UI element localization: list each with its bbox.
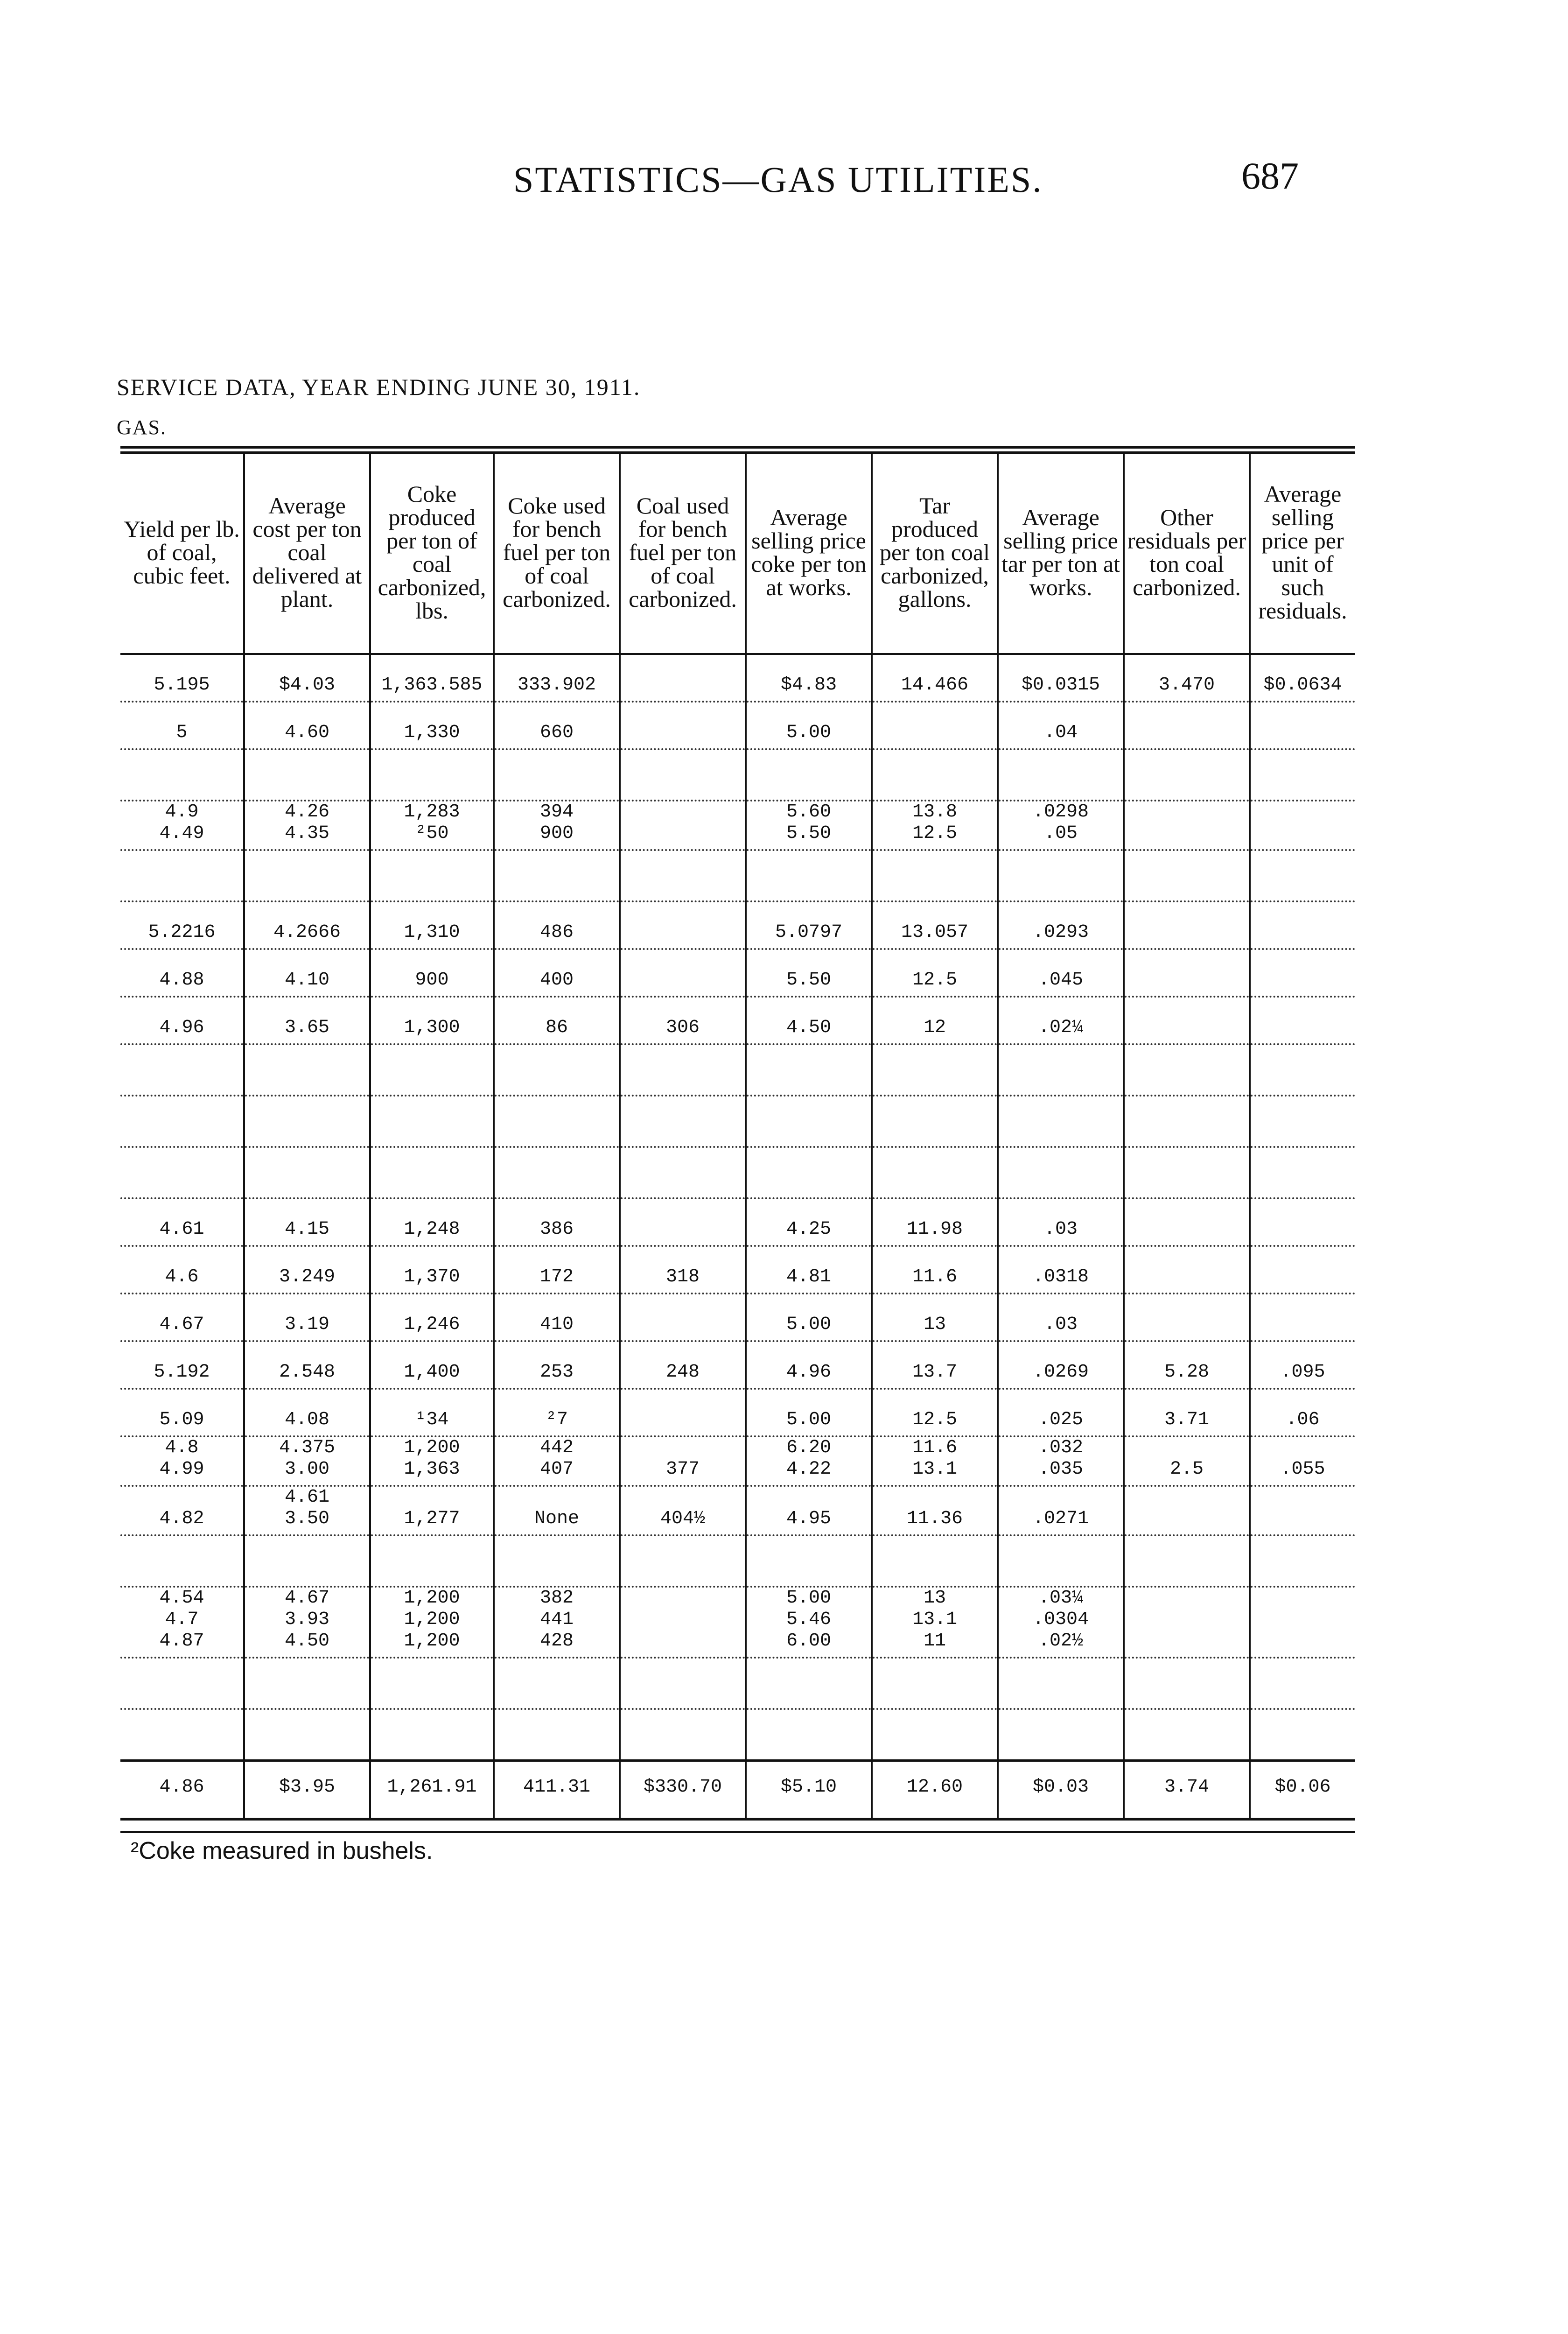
table-cell	[494, 1096, 620, 1147]
table-cell: 3.65	[244, 997, 370, 1044]
table-cell	[370, 1147, 494, 1198]
table-cell: 4.96	[120, 997, 244, 1044]
table-cell	[1124, 1709, 1250, 1761]
table-cell	[1124, 901, 1250, 949]
table-cell	[746, 1658, 872, 1709]
table-cell	[746, 1709, 872, 1761]
table-cell	[1250, 1246, 1355, 1294]
table-cell	[244, 850, 370, 901]
table-row	[120, 1389, 1355, 1436]
table-cell	[244, 749, 370, 801]
table-cell	[494, 850, 620, 901]
table-cell	[746, 1044, 872, 1096]
table-cell	[494, 1147, 620, 1198]
table-row	[120, 1709, 1355, 1761]
table-cell: 4.8 4.99	[120, 1436, 244, 1486]
table-cell: 13.057	[872, 901, 998, 949]
table-cell	[244, 1535, 370, 1587]
table-cell: 12	[872, 997, 998, 1044]
table-cell: 4.67	[120, 1294, 244, 1341]
total-cell: $330.70	[620, 1761, 746, 1820]
table-cell	[1250, 1587, 1355, 1658]
table-cell	[620, 749, 746, 801]
table-cell	[1250, 1096, 1355, 1147]
table-cell: .025	[998, 1389, 1124, 1436]
table-cell: 4.26 4.35	[244, 801, 370, 850]
table-cell	[1124, 1535, 1250, 1587]
table-cell	[620, 949, 746, 997]
table-cell: 4.67 3.93 4.50	[244, 1587, 370, 1658]
table-cell	[872, 1096, 998, 1147]
table-row	[120, 1587, 1355, 1658]
table-cell	[370, 1709, 494, 1761]
table-row	[120, 949, 1355, 997]
table-row	[120, 702, 1355, 749]
bottom-rule	[120, 1831, 1355, 1833]
table-cell: 4.6	[120, 1246, 244, 1294]
table-cell: $0.0634	[1250, 654, 1355, 702]
table-row	[120, 850, 1355, 901]
table-cell: 4.08	[244, 1389, 370, 1436]
column-header: Average cost per ton coal delivered at plant.	[244, 454, 370, 654]
table-cell	[998, 1096, 1124, 1147]
table-cell: 4.15	[244, 1198, 370, 1246]
table-cell: 306	[620, 997, 746, 1044]
table-cell	[1250, 997, 1355, 1044]
total-cell: 4.86	[120, 1761, 244, 1820]
table-cell: 4.25	[746, 1198, 872, 1246]
table-row	[120, 654, 1355, 702]
table-cell	[746, 850, 872, 901]
table-cell	[1124, 997, 1250, 1044]
table-cell: 333.902	[494, 654, 620, 702]
table-cell	[244, 1096, 370, 1147]
table-row	[120, 1658, 1355, 1709]
table-cell	[872, 702, 998, 749]
total-cell: $5.10	[746, 1761, 872, 1820]
table-cell	[620, 702, 746, 749]
table-cell: 5.00	[746, 1389, 872, 1436]
table-cell	[370, 1096, 494, 1147]
table-row	[120, 1198, 1355, 1246]
table-cell: 486	[494, 901, 620, 949]
table-cell: 4.10	[244, 949, 370, 997]
table-cell: 2.548	[244, 1341, 370, 1389]
table-cell	[1250, 901, 1355, 949]
table-cell	[872, 1044, 998, 1096]
table-cell	[872, 1658, 998, 1709]
table-cell: .0271	[998, 1486, 1124, 1535]
column-header: Yield per lb. of coal, cubic feet.	[120, 454, 244, 654]
table-cell: 1,200 1,200 1,200	[370, 1587, 494, 1658]
table-cell: 4.95	[746, 1486, 872, 1535]
table-cell: 248	[620, 1341, 746, 1389]
table-cell: 12.5	[872, 1389, 998, 1436]
table-cell: .0269	[998, 1341, 1124, 1389]
table-cell: 382 441 428	[494, 1587, 620, 1658]
table-cell: $4.03	[244, 654, 370, 702]
table-cell	[998, 749, 1124, 801]
table-cell: 6.20 4.22	[746, 1436, 872, 1486]
table-cell	[1250, 1294, 1355, 1341]
table-cell: 5.192	[120, 1341, 244, 1389]
table-cell: 11.98	[872, 1198, 998, 1246]
table-cell	[998, 850, 1124, 901]
table-cell: 377	[620, 1436, 746, 1486]
table-cell	[620, 1294, 746, 1341]
table-cell	[494, 749, 620, 801]
header-row	[120, 454, 1355, 654]
table-cell: 12.5	[872, 949, 998, 997]
table-cell	[1124, 1486, 1250, 1535]
table-cell	[998, 1658, 1124, 1709]
table-cell: 4.61 3.50	[244, 1486, 370, 1535]
table-cell: 386	[494, 1198, 620, 1246]
table-cell: 5.00	[746, 702, 872, 749]
table-cell	[244, 1044, 370, 1096]
table-cell: 1,248	[370, 1198, 494, 1246]
table-cell: 5.2216	[120, 901, 244, 949]
table-cell	[1124, 1198, 1250, 1246]
table-cell: 4.81	[746, 1246, 872, 1294]
table-row	[120, 1147, 1355, 1198]
table-cell	[244, 1658, 370, 1709]
table-cell: .03	[998, 1198, 1124, 1246]
table-cell: 1,200 1,363	[370, 1436, 494, 1486]
column-header: Other residuals per ton coal carbonized.	[1124, 454, 1250, 654]
table-cell	[1124, 1587, 1250, 1658]
table-cell: 404½	[620, 1486, 746, 1535]
table-cell	[370, 1658, 494, 1709]
table-row	[120, 901, 1355, 949]
table-cell	[998, 1535, 1124, 1587]
table-cell: .055	[1250, 1436, 1355, 1486]
table-cell	[1124, 1044, 1250, 1096]
table-cell	[746, 1096, 872, 1147]
totals-row	[120, 1761, 1355, 1820]
table-cell: 1,400	[370, 1341, 494, 1389]
table-cell	[620, 901, 746, 949]
table-cell	[494, 1658, 620, 1709]
table-cell	[998, 1147, 1124, 1198]
table-cell	[1250, 801, 1355, 850]
table-cell: 11.6 13.1	[872, 1436, 998, 1486]
table-cell: 5.50	[746, 949, 872, 997]
table-cell	[1250, 1147, 1355, 1198]
table-cell	[1124, 850, 1250, 901]
table-cell	[120, 749, 244, 801]
table-cell: 3.470	[1124, 654, 1250, 702]
table-cell	[1124, 1096, 1250, 1147]
table-cell: 5.00 5.46 6.00	[746, 1587, 872, 1658]
table-cell: 4.61	[120, 1198, 244, 1246]
table-cell	[746, 1535, 872, 1587]
table-cell: 1,277	[370, 1486, 494, 1535]
table-cell	[872, 1709, 998, 1761]
column-header: Average selling price coke per ton at works.	[746, 454, 872, 654]
table-cell: 442 407	[494, 1436, 620, 1486]
table-cell	[872, 1535, 998, 1587]
table-cell: None	[494, 1486, 620, 1535]
total-cell: $0.03	[998, 1761, 1124, 1820]
table-cell: 11.6	[872, 1246, 998, 1294]
table-cell	[1124, 702, 1250, 749]
table-cell: 1,246	[370, 1294, 494, 1341]
table-cell	[370, 749, 494, 801]
table-cell: 1,283 ²50	[370, 801, 494, 850]
table-cell	[1124, 1294, 1250, 1341]
table-row	[120, 749, 1355, 801]
table-cell	[494, 1044, 620, 1096]
table-cell: 4.375 3.00	[244, 1436, 370, 1486]
table-cell: 660	[494, 702, 620, 749]
table-cell	[746, 749, 872, 801]
table-cell	[1124, 749, 1250, 801]
top-rule	[120, 446, 1355, 454]
table-row	[120, 1535, 1355, 1587]
table-cell	[120, 1658, 244, 1709]
table-row	[120, 1486, 1355, 1535]
table-row	[120, 1096, 1355, 1147]
table-cell: 4.96	[746, 1341, 872, 1389]
table-cell: 4.2666	[244, 901, 370, 949]
table-cell: 253	[494, 1341, 620, 1389]
column-header: Coal used for bench fuel per ton of coal carbonized.	[620, 454, 746, 654]
table-cell	[1250, 1535, 1355, 1587]
table-cell: $4.83	[746, 654, 872, 702]
table-body	[120, 654, 1355, 1761]
table-cell	[244, 1147, 370, 1198]
table-cell: 1,310	[370, 901, 494, 949]
total-cell: 3.74	[1124, 1761, 1250, 1820]
table-cell	[998, 1044, 1124, 1096]
table-cell: .095	[1250, 1341, 1355, 1389]
table-cell: 4.50	[746, 997, 872, 1044]
table-cell: 13.8 12.5	[872, 801, 998, 850]
table-cell	[120, 1147, 244, 1198]
table-cell: 86	[494, 997, 620, 1044]
footnote: ²Coke measured in bushels.	[131, 1837, 433, 1864]
table-cell: .032 .035	[998, 1436, 1124, 1486]
table-cell: 13	[872, 1294, 998, 1341]
service-data-table	[120, 446, 1355, 1833]
table-cell: 172	[494, 1246, 620, 1294]
table-cell: 5.0797	[746, 901, 872, 949]
table-cell	[1124, 801, 1250, 850]
table-cell: 1,330	[370, 702, 494, 749]
table-cell: .06	[1250, 1389, 1355, 1436]
table-row	[120, 1044, 1355, 1096]
table-cell	[1250, 949, 1355, 997]
table-cell	[620, 1535, 746, 1587]
table-cell: 1,300	[370, 997, 494, 1044]
table-cell: 3.249	[244, 1246, 370, 1294]
table-cell	[120, 1096, 244, 1147]
statistics-table	[120, 454, 1355, 1821]
table-cell	[1250, 1198, 1355, 1246]
table-cell: 4.9 4.49	[120, 801, 244, 850]
table-cell	[620, 1044, 746, 1096]
table-cell	[1250, 702, 1355, 749]
section-label: GAS.	[117, 416, 167, 439]
table-cell: 1,363.585	[370, 654, 494, 702]
table-cell: .0293	[998, 901, 1124, 949]
table-cell: 5.60 5.50	[746, 801, 872, 850]
table-cell: 4.54 4.7 4.87	[120, 1587, 244, 1658]
table-row	[120, 1341, 1355, 1389]
table-cell: 1,370	[370, 1246, 494, 1294]
table-cell	[872, 1147, 998, 1198]
table-cell	[1250, 850, 1355, 901]
table-cell	[872, 749, 998, 801]
total-cell: 12.60	[872, 1761, 998, 1820]
table-cell: 4.82	[120, 1486, 244, 1535]
table-cell	[1124, 1246, 1250, 1294]
table-cell: ¹34	[370, 1389, 494, 1436]
table-cell: 3.71	[1124, 1389, 1250, 1436]
table-cell	[1250, 1486, 1355, 1535]
total-cell: 411.31	[494, 1761, 620, 1820]
table-cell: 5	[120, 702, 244, 749]
table-cell	[494, 1535, 620, 1587]
total-cell: $0.06	[1250, 1761, 1355, 1820]
table-cell	[244, 1709, 370, 1761]
column-header: Coke produced per ton of coal carbonized, lbs.	[370, 454, 494, 654]
total-cell: $3.95	[244, 1761, 370, 1820]
table-cell: 410	[494, 1294, 620, 1341]
table-cell	[494, 1709, 620, 1761]
table-cell	[120, 850, 244, 901]
table-cell: 14.466	[872, 654, 998, 702]
column-header: Coke used for bench fuel per ton of coal carbonized.	[494, 454, 620, 654]
running-title: STATISTICS—GAS UTILITIES.	[513, 159, 1043, 200]
table-cell: ²7	[494, 1389, 620, 1436]
table-cell	[620, 1198, 746, 1246]
table-cell	[620, 654, 746, 702]
table-cell: 394 900	[494, 801, 620, 850]
table-cell: 5.195	[120, 654, 244, 702]
running-head	[0, 155, 1568, 215]
table-cell: 400	[494, 949, 620, 997]
table-cell: .0298 .05	[998, 801, 1124, 850]
column-header: Average selling price per unit of such residuals.	[1250, 454, 1355, 654]
table-cell: .02¼	[998, 997, 1124, 1044]
table-cell: 900	[370, 949, 494, 997]
table-cell: .03¼ .0304 .02½	[998, 1587, 1124, 1658]
table-row	[120, 1246, 1355, 1294]
table-cell	[1124, 1147, 1250, 1198]
table-cell	[620, 1658, 746, 1709]
table-cell	[1250, 1658, 1355, 1709]
table-cell	[370, 850, 494, 901]
table-cell	[370, 1535, 494, 1587]
table-cell: $0.0315	[998, 654, 1124, 702]
table-cell	[120, 1535, 244, 1587]
table-cell	[1124, 1658, 1250, 1709]
table-cell	[620, 801, 746, 850]
table-title: SERVICE DATA, YEAR ENDING JUNE 30, 1911.	[117, 374, 641, 400]
table-cell	[620, 850, 746, 901]
table-cell	[620, 1389, 746, 1436]
column-header: Average selling price tar per ton at works.	[998, 454, 1124, 654]
table-cell: .03	[998, 1294, 1124, 1341]
table-cell	[370, 1044, 494, 1096]
table-cell	[620, 1709, 746, 1761]
table-cell: .0318	[998, 1246, 1124, 1294]
table-cell: 318	[620, 1246, 746, 1294]
table-cell: 4.88	[120, 949, 244, 997]
table-row	[120, 801, 1355, 850]
table-cell	[746, 1147, 872, 1198]
table-cell	[120, 1709, 244, 1761]
table-cell: 13.7	[872, 1341, 998, 1389]
page-number: 687	[1241, 155, 1299, 197]
table-cell: 13 13.1 11	[872, 1587, 998, 1658]
table-cell	[620, 1147, 746, 1198]
table-cell	[620, 1587, 746, 1658]
table-cell: 11.36	[872, 1486, 998, 1535]
table-cell: 3.19	[244, 1294, 370, 1341]
table-cell	[620, 1096, 746, 1147]
table-cell	[872, 850, 998, 901]
table-cell	[998, 1709, 1124, 1761]
table-cell: .04	[998, 702, 1124, 749]
table-cell	[1124, 949, 1250, 997]
table-row	[120, 1436, 1355, 1486]
table-cell: 2.5	[1124, 1436, 1250, 1486]
table-row	[120, 997, 1355, 1044]
table-cell: 5.28	[1124, 1341, 1250, 1389]
table-cell	[1250, 1709, 1355, 1761]
total-cell: 1,261.91	[370, 1761, 494, 1820]
table-cell: 4.60	[244, 702, 370, 749]
table-cell: .045	[998, 949, 1124, 997]
table-cell: 5.00	[746, 1294, 872, 1341]
table-cell: 5.09	[120, 1389, 244, 1436]
table-cell	[1250, 749, 1355, 801]
table-cell	[1250, 1044, 1355, 1096]
table-cell	[120, 1044, 244, 1096]
column-header: Tar produced per ton coal carbonized, gallons.	[872, 454, 998, 654]
table-row	[120, 1294, 1355, 1341]
